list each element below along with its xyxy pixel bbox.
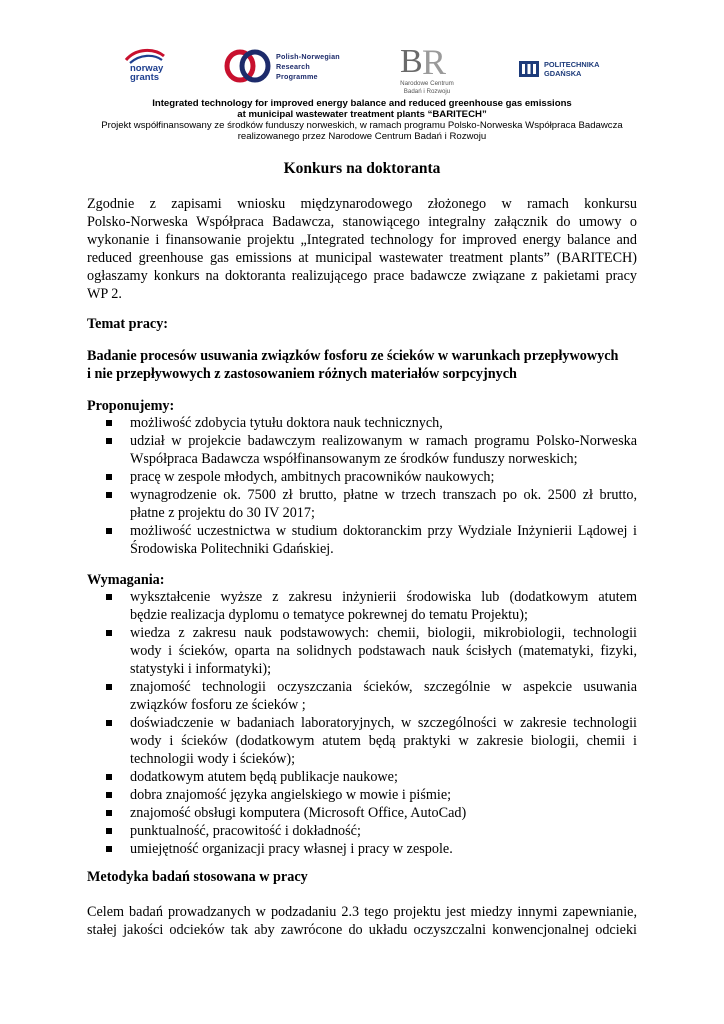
list-item [105, 786, 637, 804]
intro-line: wykonanie i finansowanie projektu „Integrated technology for improved energy balance and [87, 232, 637, 248]
intro-line: reduced greenhouse gas emissions at municipal wastewater treatment plants” (BARITECH) [87, 250, 637, 266]
list-item-line: możliwość uczestnictwa w studium doktoranckim przy Wydziale Inżynierii Lądowej i [130, 523, 637, 539]
svg-text:B: B [400, 43, 423, 80]
pg-crest-icon [518, 59, 540, 79]
bullet-icon [106, 684, 112, 690]
list-item-line: znajomość obsługi komputera (Microsoft Office, AutoCad) [130, 805, 467, 821]
list-item-line: udział w projekcie badawczym realizowanym w ramach programu Polsko-Norweska [130, 433, 637, 449]
norway-grants-logo [120, 46, 180, 92]
requirements-list [105, 588, 637, 858]
pg-label-line: GDAŃSKA [544, 69, 582, 78]
list-item [105, 486, 637, 522]
list-item-line: znajomość technologii oczyszczania ścieków, szczególnie w aspekcie usuwania [130, 679, 637, 695]
pnrp-logo [224, 46, 354, 90]
intro-line: WP 2. [87, 286, 122, 302]
list-item-line: wynagrodzenie ok. 7500 zł brutto, płatne w trzech transzach po ok. 2500 zł brutto, [130, 487, 637, 503]
thesis-topic-line: Badanie procesów usuwania związków fosforu ze ścieków w warunkach przepływowych [87, 348, 619, 364]
bullet-icon [106, 810, 112, 816]
pnrp-label-line: Polish-Norwegian [276, 52, 340, 61]
list-item-line: technologii wody i ścieków); [130, 751, 296, 767]
ncbr-label-line: Badań i Rozwoju [403, 88, 451, 95]
list-item-line: płatne z projektu do 30 IV 2017; [130, 505, 315, 521]
ncbr-label-line: Narodowe Centrum [400, 80, 454, 87]
page-title: Konkurs na doktoranta [283, 160, 441, 177]
section-heading-proponujemy: Proponujemy: [87, 398, 175, 414]
list-item-line: dodatkowym atutem będą publikacje naukowe; [130, 769, 398, 785]
intro-line: Zgodnie z zapisami wniosku międzynarodowego złożonego w ramach konkursu [87, 196, 637, 212]
pnrp-label [276, 52, 340, 82]
section-heading-wymagania: Wymagania: [87, 572, 165, 588]
methodology-line: Celem badań prowadzanych w podzadaniu 2.3 tego projektu jest miedzy innymi zapewnianie, [87, 904, 637, 920]
bullet-icon [106, 594, 112, 600]
list-item [105, 678, 637, 714]
list-item-line: wody i ścieków (dodatkowym atutem będą praktyki w zakresie biologii, chemii i [130, 733, 637, 749]
list-item [105, 588, 637, 624]
ncbr-br-icon [382, 42, 472, 82]
section-heading-temat: Temat pracy: [87, 316, 169, 332]
list-item [105, 822, 637, 840]
list-item-line: doświadczenie w badaniach laboratoryjnych, w szczególności w zakresie technologii [130, 715, 637, 731]
thesis-topic [87, 347, 647, 383]
list-item-line: będzie realizacja dyplomu o tematyce pokrewnej do tematu Projektu); [130, 607, 528, 623]
list-item-line: związków fosforu ze ścieków ; [130, 697, 306, 713]
list-item [105, 522, 637, 558]
bullet-icon [106, 846, 112, 852]
list-item [105, 468, 637, 486]
methodology-paragraph [87, 903, 637, 939]
project-title-en: Integrated technology for improved energy balance and reduced greenhouse gas emissions [152, 98, 572, 109]
funding-note: Projekt współfinansowany ze środków funduszy norweskich, w ramach programu Polsko-Norweska Współpraca Badawcza [101, 120, 623, 131]
bullet-icon [106, 720, 112, 726]
bullet-icon [106, 492, 112, 498]
list-item [105, 714, 637, 768]
offer-list [105, 414, 637, 558]
svg-text:R: R [422, 42, 447, 82]
list-item-line: wody i ścieków, oparta na solidnych podstawach nauk ścisłych (matematyki, fizyki, [130, 643, 637, 659]
ncbr-logo [382, 42, 472, 98]
list-item [105, 840, 637, 858]
list-item [105, 624, 637, 678]
bullet-icon [106, 792, 112, 798]
list-item [105, 414, 637, 432]
bullet-icon [106, 420, 112, 426]
intro-line: Polsko-Norweska Współpraca Badawcza, stanowiącego integralny załącznik do umowy o [87, 214, 637, 230]
list-item-line: statystyki i informatyki); [130, 661, 272, 677]
logo-row [120, 38, 630, 98]
list-item-line: wykształcenie wyższe z zakresu inżynierii środowiska lub (dodatkowym atutem [130, 589, 637, 605]
politechnika-gdanska-logo [518, 58, 628, 82]
list-item-line: dobra znajomość języka angielskiego w mowie i piśmie; [130, 787, 452, 803]
thesis-topic-line: i nie przepływowych z zastosowaniem różnych materiałów sorpcyjnych [87, 366, 517, 382]
list-item-line: Środowiska Politechniki Gdańskiej. [130, 541, 334, 557]
list-item [105, 804, 637, 822]
bullet-icon [106, 828, 112, 834]
list-item-line: pracę w zespole młodych, ambitnych pracowników naukowych; [130, 469, 495, 485]
norway-grants-label: norway grants [130, 63, 164, 83]
list-item-line: wiedza z zakresu nauk podstawowych: chemii, biologii, mikrobiologii, technologii [130, 625, 637, 641]
pg-label [544, 60, 599, 78]
section-heading-metodyka: Metodyka badań stosowana w pracy [87, 869, 308, 885]
bullet-icon [106, 774, 112, 780]
list-item [105, 432, 637, 468]
pnrp-label-line: Research [276, 62, 310, 71]
bullet-icon [106, 438, 112, 444]
intro-line: ogłaszamy konkurs na doktoranta realizującego prace badawcze związane z pakietami pracy [87, 268, 637, 284]
ncbr-label [382, 80, 472, 96]
pnrp-rings-icon [224, 46, 272, 86]
bullet-icon [106, 474, 112, 480]
intro-paragraph [87, 195, 637, 303]
project-title-en-cont: at municipal wastewater treatment plants “BARITECH” [237, 109, 487, 120]
list-item-line: możliwość zdobycia tytułu doktora nauk technicznych, [130, 415, 443, 431]
list-item-line: umiejętność organizacji pracy własnej i pracy w zespole. [130, 841, 453, 857]
bullet-icon [106, 630, 112, 636]
list-item [105, 768, 637, 786]
methodology-line: stałej jakości odcieków tak aby zawrócone do układu oczyszczalni konwencjonalnej odcieki [87, 922, 637, 938]
list-item-line: punktualność, pracowitość i dokładność; [130, 823, 361, 839]
bullet-icon [106, 528, 112, 534]
pnrp-label-line: Programme [276, 72, 318, 81]
pg-label-line: POLITECHNIKA [544, 60, 600, 69]
funding-note-cont: realizowanego przez Narodowe Centrum Badań i Rozwoju [237, 131, 487, 142]
list-item-line: Współpraca Badawcza współfinansowanym ze środków funduszy norweskich; [130, 451, 578, 467]
